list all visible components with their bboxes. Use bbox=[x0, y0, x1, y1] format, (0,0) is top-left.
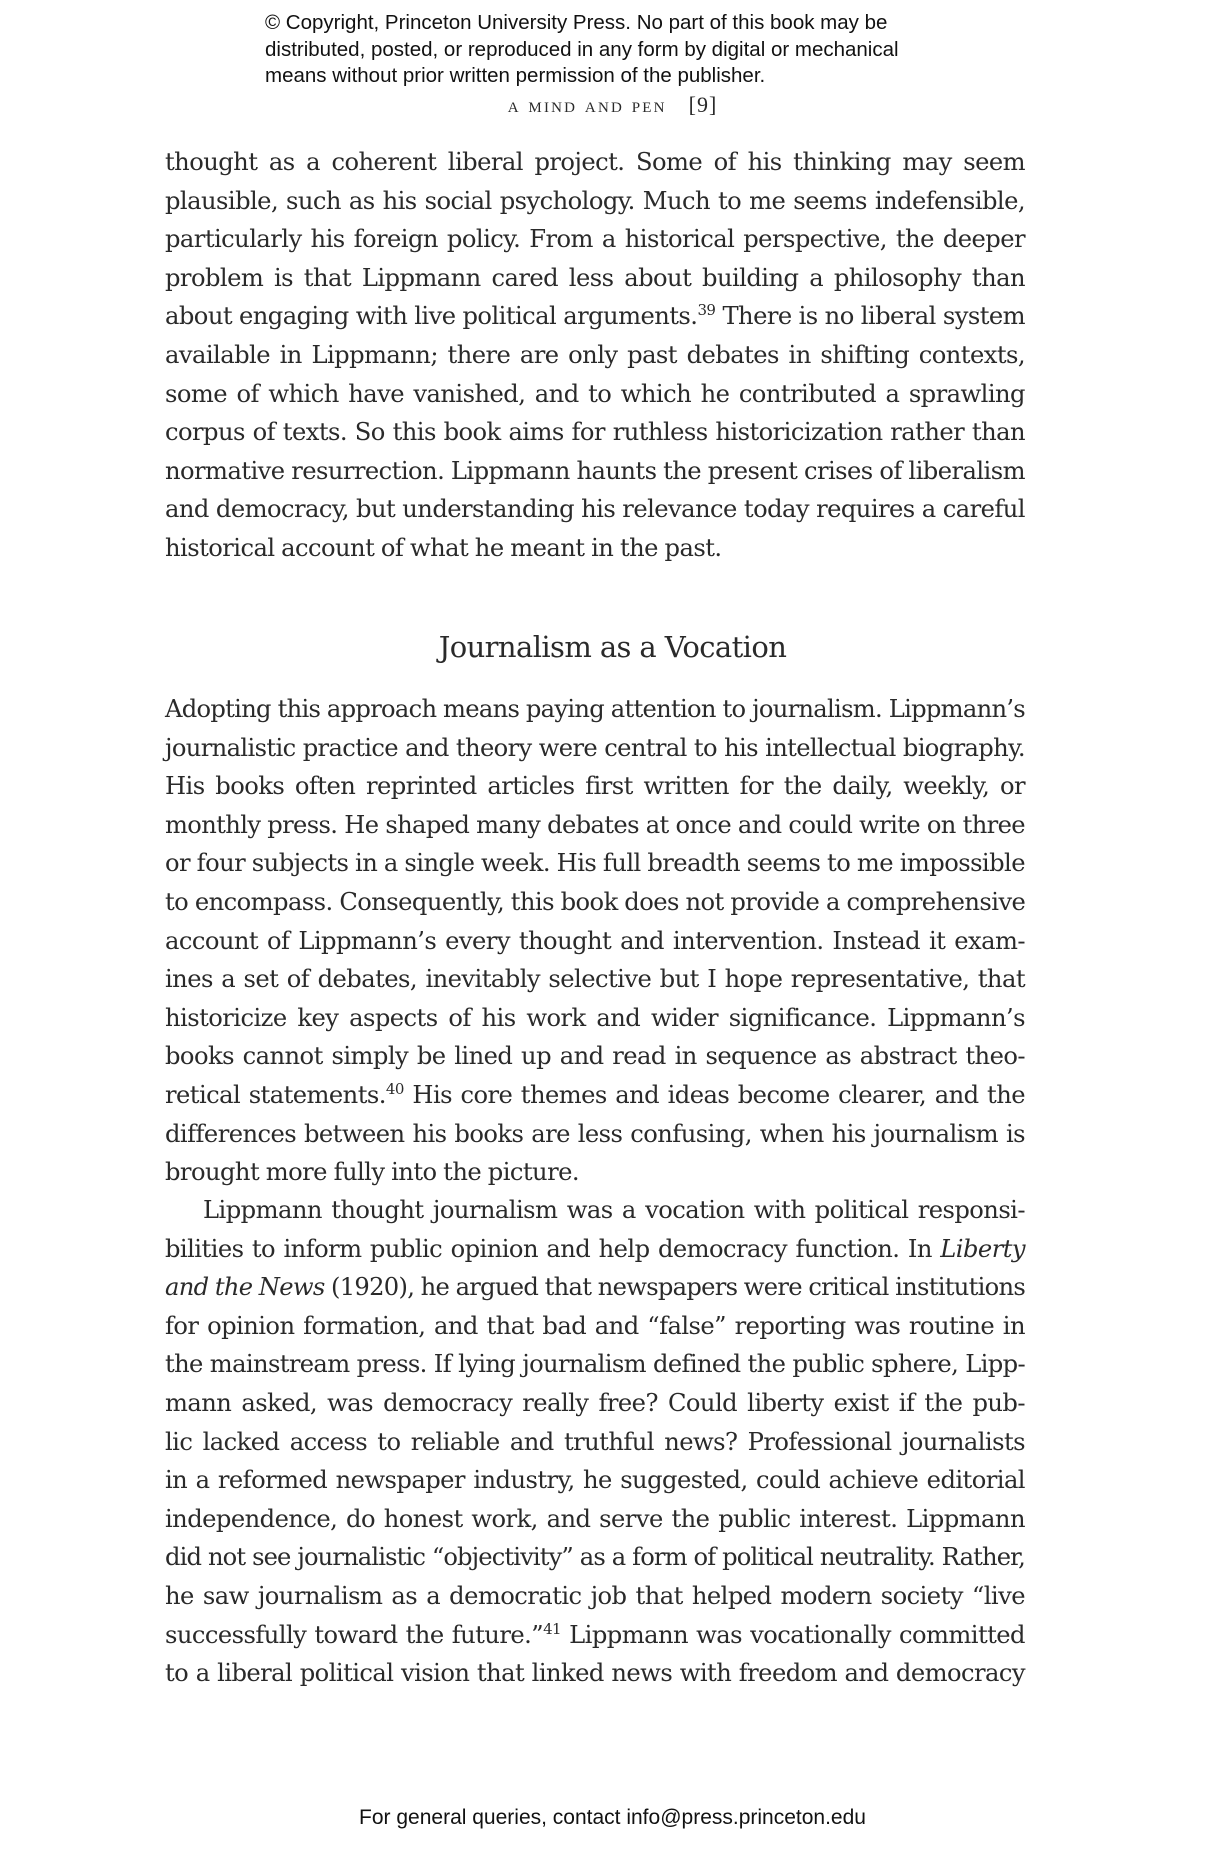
copyright-line: distributed, posted, or reproduced in any form by digital or mechanical bbox=[265, 37, 899, 61]
text-line: some of which have vanished, and to which he contributed a sprawling bbox=[165, 379, 1025, 408]
copyright-line: © Copyright, Princeton University Press. No part of this book may be bbox=[265, 11, 888, 34]
text-run: His core themes and ideas become clearer, and the bbox=[412, 1080, 1025, 1109]
body-paragraph-1 bbox=[165, 143, 1025, 568]
text-line: thought as a coherent liberal project. Some of his thinking may seem bbox=[165, 148, 1025, 176]
text-line: he saw journalism as a democratic job that helped modern society “live bbox=[165, 1581, 1025, 1610]
text-line: differences between his books are less confusing, when his journalism is bbox=[165, 1119, 1025, 1148]
text-line: Adopting this approach means paying attention to journalism. Lippmann’s bbox=[165, 695, 1025, 723]
text-line: historicize key aspects of his work and wider significance. Lippmann’s bbox=[165, 1003, 1025, 1032]
text-line: or four subjects in a single week. His full breadth seems to me impossible bbox=[165, 849, 1025, 878]
footnote-ref-41[interactable]: 41 bbox=[543, 1619, 562, 1638]
contact-footer: For general queries, contact info@press.princeton.edu bbox=[359, 1806, 866, 1829]
text-line: Lippmann thought journalism was a vocation with political responsi- bbox=[203, 1196, 1025, 1224]
text-line: ines a set of debates, inevitably selective but I hope representative, that bbox=[165, 965, 1025, 994]
text-line: plausible, such as his social psychology. Much to me seems indefensible, bbox=[165, 186, 1025, 215]
book-title: and the News bbox=[165, 1273, 325, 1302]
text-run: bilities to inform public opinion and help democracy function. In bbox=[165, 1234, 941, 1263]
copyright-line: means without prior written permission of the publisher. bbox=[265, 64, 766, 87]
text-line: normative resurrection. Lippmann haunts the present crises of liberalism bbox=[165, 456, 1025, 485]
text-run: retical statements. bbox=[165, 1080, 386, 1109]
text-line: independence, do honest work, and serve the public interest. Lippmann bbox=[165, 1504, 1025, 1533]
body-paragraph-3 bbox=[165, 1191, 1025, 1693]
body-paragraph-2 bbox=[165, 690, 1025, 1192]
text-line: problem is that Lippmann cared less about building a philosophy than bbox=[165, 263, 1025, 292]
text-line: particularly his foreign policy. From a historical perspective, the deeper bbox=[165, 225, 1025, 254]
text-run: about engaging with live political arguments. bbox=[165, 302, 698, 331]
text-line: did not see journalistic “objectivity” as a form of political neutrality. Rather, bbox=[165, 1543, 1025, 1572]
book-title: Liberty bbox=[940, 1234, 1025, 1263]
running-head bbox=[0, 92, 1225, 118]
text-line bbox=[165, 1076, 1025, 1115]
text-line: for opinion formation, and that bad and “false” reporting was routine in bbox=[165, 1311, 1025, 1340]
text-line: to encompass. Consequently, this book does not provide a comprehensive bbox=[165, 887, 1026, 916]
text-run: (1920), he argued that newspapers were critical institutions bbox=[324, 1273, 1026, 1302]
text-run: There is no liberal system bbox=[722, 302, 1026, 331]
text-line: historical account of what he meant in the past. bbox=[165, 533, 722, 562]
copyright-notice bbox=[265, 10, 985, 90]
section-heading: Journalism as a Vocation bbox=[438, 630, 787, 664]
text-line: brought more fully into the picture. bbox=[165, 1158, 579, 1187]
text-line: to a liberal political vision that linked news with freedom and democracy bbox=[165, 1659, 1025, 1688]
text-run: successfully toward the future.” bbox=[165, 1620, 544, 1649]
text-line: journalistic practice and theory were central to his intellectual biography. bbox=[165, 733, 1025, 762]
text-line: available in Lippmann; there are only past debates in shifting contexts, bbox=[165, 340, 1025, 369]
text-line: monthly press. He shaped many debates at once and could write on three bbox=[165, 810, 1025, 839]
text-line: books cannot simply be lined up and read in sequence as abstract theo- bbox=[165, 1042, 1025, 1071]
text-line: lic lacked access to reliable and truthful news? Professional journalists bbox=[165, 1427, 1025, 1456]
footnote-ref-40[interactable]: 40 bbox=[385, 1079, 404, 1098]
text-line bbox=[165, 297, 1025, 336]
text-line: His books often reprinted articles first written for the daily, weekly, or bbox=[165, 772, 1025, 801]
text-line: in a reformed newspaper industry, he suggested, could achieve editorial bbox=[165, 1466, 1025, 1495]
running-head-title: a mind and pen bbox=[507, 92, 667, 117]
footnote-ref-39[interactable]: 39 bbox=[697, 301, 716, 320]
page-number: [9] bbox=[688, 92, 718, 117]
text-line: account of Lippmann’s every thought and intervention. Instead it exam- bbox=[165, 926, 1025, 955]
text-run: Lippmann was vocationally committed bbox=[561, 1620, 1025, 1649]
text-line: mann asked, was democracy really free? Could liberty exist if the pub- bbox=[165, 1388, 1025, 1417]
text-line: the mainstream press. If lying journalism defined the public sphere, Lipp- bbox=[165, 1350, 1025, 1379]
text-line bbox=[165, 1616, 1025, 1655]
text-line: corpus of texts. So this book aims for ruthless historicization rather than bbox=[165, 418, 1025, 447]
text-line bbox=[165, 1230, 1025, 1269]
text-line: and democracy, but understanding his relevance today requires a careful bbox=[165, 495, 1025, 524]
text-line bbox=[165, 1268, 1025, 1307]
